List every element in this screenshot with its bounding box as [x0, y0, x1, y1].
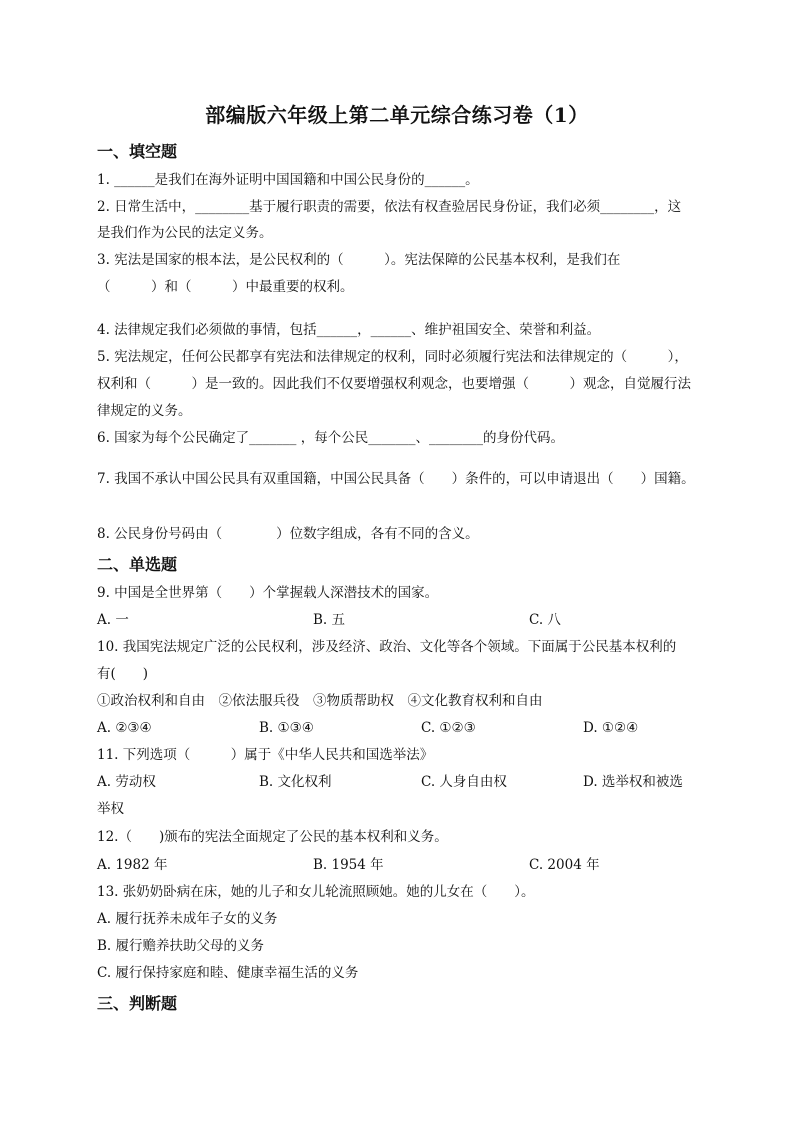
question-10-statements: ①政治权利和自由 ②依法服兵役 ③物质帮助权 ④文化教育权利和自由	[97, 693, 543, 709]
question-4: 4. 法律规定我们必须做的事情，包括______，______、维护祖国安全、荣誉和利益。	[97, 322, 601, 338]
question-13-option-b: B. 履行赡养扶助父母的义务	[97, 938, 265, 954]
question-7: 7. 我国不承认中国公民具有双重国籍，中国公民具备（ ）条件的，可以申请退出（ ）国籍。	[97, 471, 695, 487]
question-11: 11. 下列选项（ ）属于《中华人民共和国选举法》	[97, 747, 434, 763]
question-11-option-d-continued: 举权	[97, 801, 124, 817]
page-title: 部编版六年级上第二单元综合练习卷（1）	[205, 103, 589, 127]
question-2-line-2: 是我们作为公民的法定义务。	[97, 225, 273, 241]
question-13-option-c: C. 履行保持家庭和睦、健康幸福生活的义务	[97, 965, 359, 981]
question-8: 8. 公民身份号码由（ ）位数字组成，各有不同的含义。	[97, 526, 479, 542]
question-11-option-c: C. 人身自由权	[421, 774, 507, 790]
question-12-option-b: B. 1954 年	[313, 857, 384, 873]
question-13: 13. 张奶奶卧病在床，她的儿子和女儿轮流照顾她。她的儿女在（ ）。	[97, 884, 535, 900]
question-6: 6. 国家为每个公民确定了_______ ，每个公民_______、________的身份代码。	[97, 430, 564, 446]
question-10-line-1: 10. 我国宪法规定广泛的公民权利，涉及经济、政治、文化等各个领域。下面属于公民基本权利的	[97, 639, 677, 655]
question-5-line-3: 律规定的义务。	[97, 403, 192, 419]
question-12-option-c: C. 2004 年	[529, 857, 600, 873]
question-10-option-c: C. ①②③	[421, 720, 476, 736]
question-10-option-a: A. ②③④	[97, 720, 152, 736]
question-2-line-1: 2. 日常生活中，________基于履行职责的需要，依法有权查验居民身份证，我们必须________，这	[97, 199, 682, 215]
section-true-false-heading: 三、判断题	[97, 994, 178, 1013]
section-single-choice-heading: 二、单选题	[97, 555, 178, 574]
section-fill-blank-heading: 一、填空题	[97, 142, 178, 161]
question-10-line-2: 有( )	[97, 666, 149, 682]
question-9-option-b: B. 五	[313, 612, 346, 628]
question-3-line-2: （ ）和（ ）中最重要的权利。	[97, 279, 354, 295]
question-10-option-b: B. ①③④	[259, 720, 314, 736]
question-11-option-d: D. 选举权和被选	[583, 774, 683, 790]
question-5-line-1: 5. 宪法规定，任何公民都享有宪法和法律规定的权利，同时必须履行宪法和法律规定的（ ），	[97, 349, 688, 365]
question-9-option-c: C. 八	[529, 612, 561, 628]
question-11-option-b: B. 文化权利	[259, 774, 332, 790]
question-9-option-a: A. 一	[97, 612, 129, 628]
question-5-line-2: 权利和（ ）是一致的。因此我们不仅要增强权利观念，也要增强（ ）观念，自觉履行法	[97, 376, 691, 392]
question-12-option-a: A. 1982 年	[97, 857, 168, 873]
question-1: 1. ______是我们在海外证明中国国籍和中国公民身份的______。	[97, 172, 479, 188]
question-11-option-a: A. 劳动权	[97, 774, 156, 790]
question-13-option-a: A. 履行抚养未成年子女的义务	[97, 911, 278, 927]
question-12: 12.（ )颁布的宪法全面规定了公民的基本权利和义务。	[97, 829, 448, 845]
question-3-line-1: 3. 宪法是国家的根本法，是公民权利的（ ）。宪法保障的公民基本权利，是我们在	[97, 252, 621, 268]
question-9: 9. 中国是全世界第（ ）个掌握载人深潜技术的国家。	[97, 585, 439, 601]
question-10-option-d: D. ①②④	[583, 720, 639, 736]
